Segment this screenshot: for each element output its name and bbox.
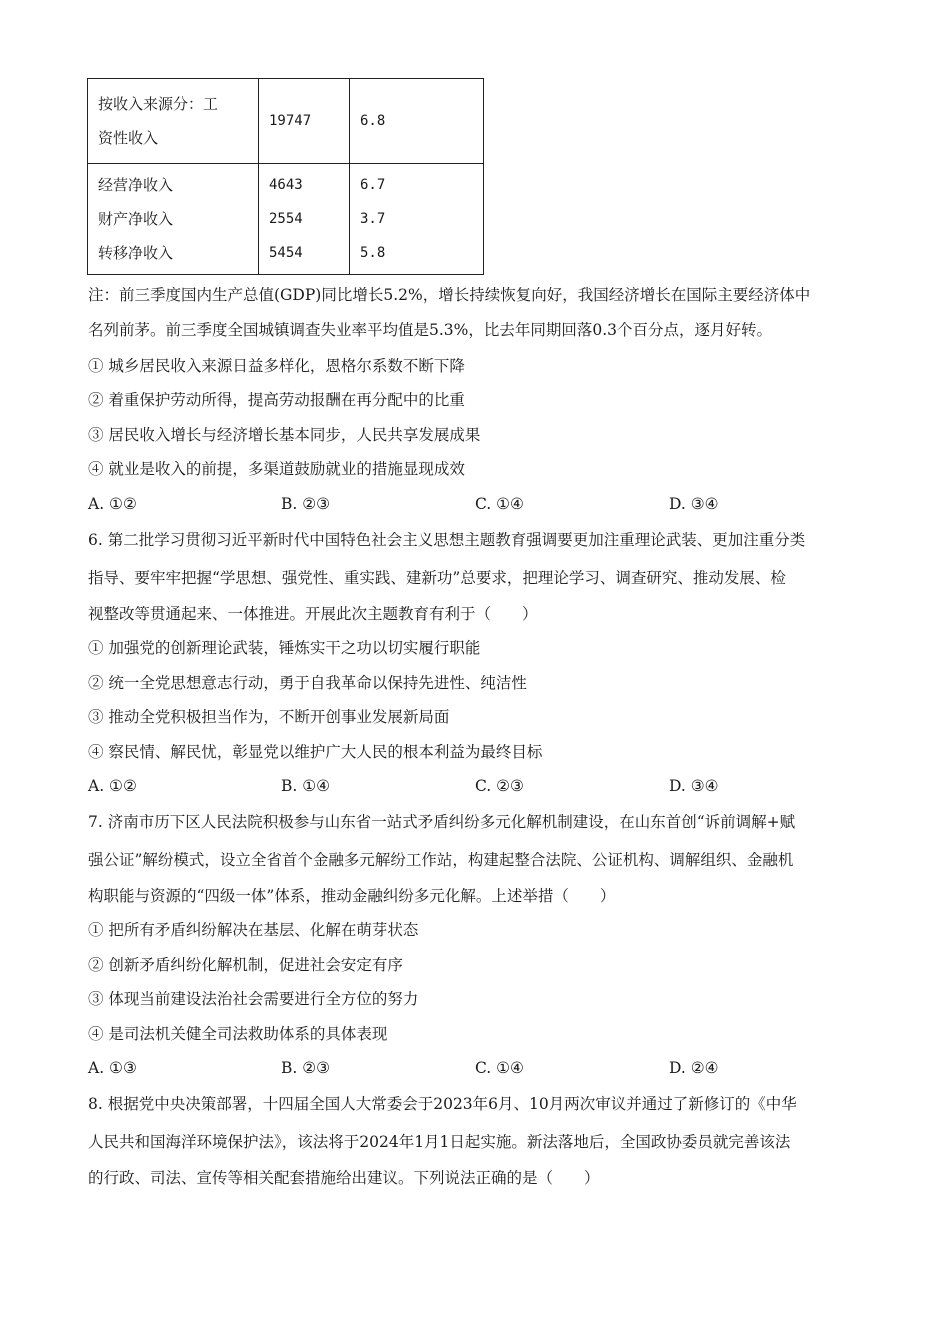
income-table xyxy=(87,78,484,275)
q7-option-d: D. ②④ xyxy=(669,1059,719,1077)
q7-stem-line: 7. 济南市历下区人民法院积极参与山东省一站式矛盾纠纷多元化解机制建设，在山东首创“诉前调解+赋 xyxy=(88,813,796,831)
row-value: 5454 xyxy=(269,245,303,261)
q6-stem-line: 视整改等贯通起来、一体推进。开展此次主题教育有利于（ ） xyxy=(88,605,538,623)
q5-option-d: D. ③④ xyxy=(669,495,719,513)
q8-stem-line: 的行政、司法、宣传等相关配套措施给出建议。下列说法正确的是（ ） xyxy=(88,1169,600,1187)
q7-option-a: A. ①③ xyxy=(88,1059,137,1077)
q6-stem-line: 6. 第二批学习贯彻习近平新时代中国特色社会主义思想主题教育强调要更加注重理论武装、更加注重分类 xyxy=(88,531,806,549)
q5-item: ④ 就业是收入的前提，多渠道鼓励就业的措施显现成效 xyxy=(88,460,465,478)
q7-item: ③ 体现当前建设法治社会需要进行全方位的努力 xyxy=(88,990,419,1008)
row-rate: 6.7 xyxy=(360,177,386,193)
q6-option-d: D. ③④ xyxy=(669,777,719,795)
q6-item: ① 加强党的创新理论武装，锤炼实干之功以切实履行职能 xyxy=(88,639,481,657)
table-row xyxy=(88,164,484,275)
q7-item: ① 把所有矛盾纠纷解决在基层、化解在萌芽状态 xyxy=(88,921,419,939)
table-cell-label xyxy=(88,164,259,275)
q6-option-b: B. ①④ xyxy=(281,777,331,795)
row-label: 经营净收入 xyxy=(98,176,174,194)
q6-item: ④ 察民情、解民忧，彰显党以维护广大人民的根本利益为最终目标 xyxy=(88,743,543,761)
table-cell-rate xyxy=(350,79,484,164)
table-cell-value xyxy=(259,164,350,275)
q7-item: ④ 是司法机关健全司法救助体系的具体表现 xyxy=(88,1025,388,1043)
q6-option-c: C. ②③ xyxy=(475,777,524,795)
row-rate: 6.8 xyxy=(360,113,386,129)
q6-item: ② 统一全党思想意志行动，勇于自我革命以保持先进性、纯洁性 xyxy=(88,674,527,692)
row-label-line: 资性收入 xyxy=(98,129,159,147)
table-cell-rate xyxy=(350,164,484,275)
q5-item: ① 城乡居民收入来源日益多样化，恩格尔系数不断下降 xyxy=(88,357,465,375)
q7-item: ② 创新矛盾纠纷化解机制，促进社会安定有序 xyxy=(88,956,403,974)
row-rate: 3.7 xyxy=(360,211,386,227)
q5-option-a: A. ①② xyxy=(88,495,137,513)
q8-stem-line: 人民共和国海洋环境保护法》，该法将于2024年1月1日起实施。新法落地后，全国政协委员就完善该法 xyxy=(88,1133,791,1151)
q5-option-b: B. ②③ xyxy=(281,495,331,513)
table-cell-value xyxy=(259,79,350,164)
q5-item: ③ 居民收入增长与经济增长基本同步，人民共享发展成果 xyxy=(88,426,481,444)
q6-stem-line: 指导、要牢牢把握“学思想、强党性、重实践、建新功”总要求，把理论学习、调查研究、推动发展、检 xyxy=(88,569,786,587)
table-row xyxy=(88,79,484,164)
row-value: 4643 xyxy=(269,177,303,193)
note-line: 名列前茅。前三季度全国城镇调查失业率平均值是5.3%，比去年同期回落0.3个百分点，逐月好转。 xyxy=(88,321,773,339)
q7-stem-line: 构职能与资源的“四级一体”体系，推动金融纠纷多元化解。上述举措（ ） xyxy=(88,887,616,905)
row-rate: 5.8 xyxy=(360,245,386,261)
note-line: 注：前三季度国内生产总值(GDP)同比增长5.2%，增长持续恢复向好，我国经济增长在国际主要经济体中 xyxy=(88,286,811,304)
table-cell-label xyxy=(88,79,259,164)
q6-item: ③ 推动全党积极担当作为，不断开创事业发展新局面 xyxy=(88,708,450,726)
q6-option-a: A. ①② xyxy=(88,777,137,795)
q7-stem-line: 强公证”解纷模式，设立全省首个金融多元解纷工作站，构建起整合法院、公证机构、调解组织、金融机 xyxy=(88,851,794,869)
q7-option-c: C. ①④ xyxy=(475,1059,524,1077)
row-value: 2554 xyxy=(269,211,303,227)
q5-item: ② 着重保护劳动所得，提高劳动报酬在再分配中的比重 xyxy=(88,391,465,409)
row-value: 19747 xyxy=(269,113,312,129)
row-label-line: 按收入来源分：工 xyxy=(98,95,219,113)
q8-stem-line: 8. 根据党中央决策部署，十四届全国人大常委会于2023年6月、10月两次审议并通过了新修订的《中华 xyxy=(88,1095,797,1113)
row-label: 财产净收入 xyxy=(98,210,174,228)
q7-option-b: B. ②③ xyxy=(281,1059,331,1077)
row-label: 转移净收入 xyxy=(98,244,174,262)
q5-option-c: C. ①④ xyxy=(475,495,524,513)
